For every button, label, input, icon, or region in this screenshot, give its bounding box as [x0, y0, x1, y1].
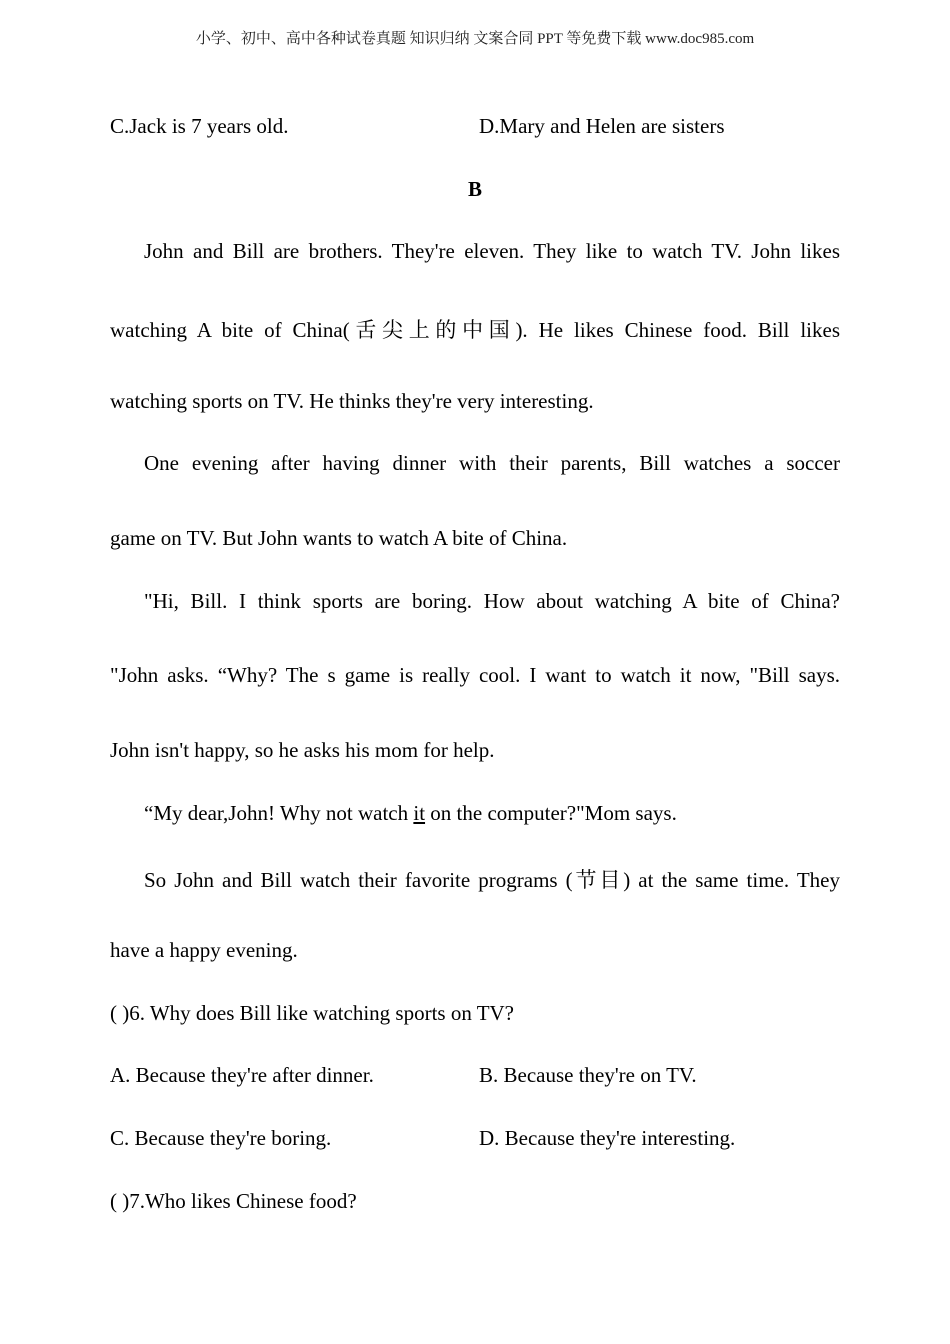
underlined-it: it [413, 801, 426, 825]
question-6-stem: ( )6. Why does Bill like watching sports on TV? [110, 1001, 515, 1025]
prev-option-d: D.Mary and Helen are sisters [479, 114, 725, 138]
passage-line: have a happy evening. [110, 938, 298, 962]
q6-option-d: D. Because they're interesting. [479, 1126, 736, 1150]
passage-line: “My dear,John! Why not watch it on the computer?"Mom says. [144, 801, 677, 825]
passage-line: game on TV. But John wants to watch A bite of China. [110, 526, 568, 550]
page-header: 小学、初中、高中各种试卷真题 知识归纳 文案合同 PPT 等免费下载 www.doc985.com [195, 31, 755, 47]
passage-line: So John and Bill watch their favorite programs (节目) at the same time. They [144, 868, 840, 892]
prev-option-c: C.Jack is 7 years old. [110, 114, 289, 138]
passage-line: John and Bill are brothers. They're eleven. They like to watch TV. John likes [144, 239, 840, 263]
passage-line: watching sports on TV. He thinks they're very interesting. [110, 389, 594, 413]
passage-line: One evening after having dinner with their parents, Bill watches a soccer [144, 451, 840, 475]
passage-line: "Hi, Bill. I think sports are boring. How about watching A bite of China? [144, 589, 840, 613]
passage-line: "John asks. “Why? The s game is really cool. I want to watch it now, "Bill says. [110, 663, 840, 687]
passage-line: watching A bite of China(舌尖上的中国). He likes Chinese food. Bill likes [110, 318, 840, 342]
question-7-stem: ( )7.Who likes Chinese food? [110, 1189, 357, 1213]
q6-option-b: B. Because they're on TV. [479, 1063, 697, 1087]
q6-option-a: A. Because they're after dinner. [110, 1063, 374, 1087]
passage-line: John isn't happy, so he asks his mom for help. [110, 738, 495, 762]
section-title: B [467, 177, 482, 201]
q6-option-c: C. Because they're boring. [110, 1126, 332, 1150]
